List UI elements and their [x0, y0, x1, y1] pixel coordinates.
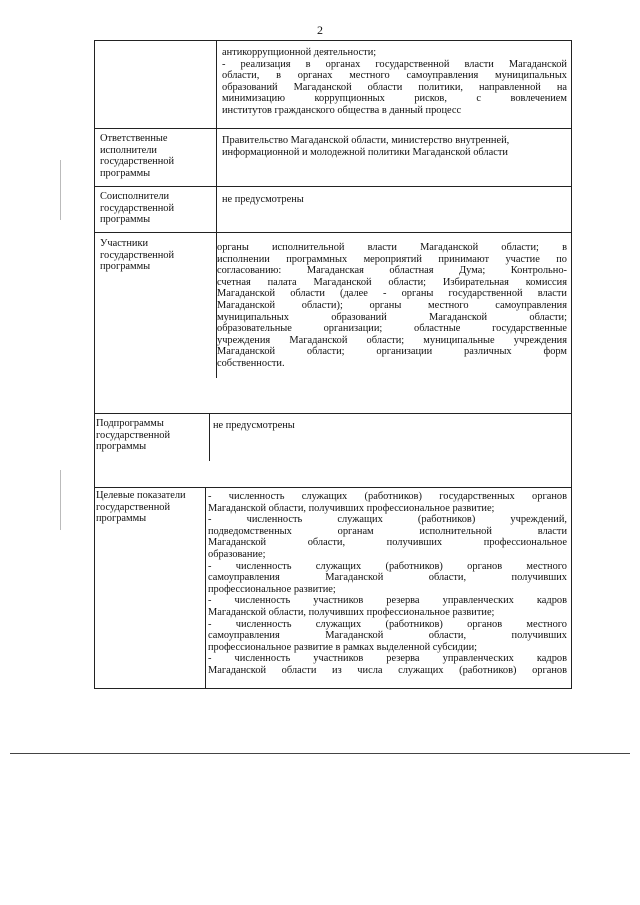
- text-line: образований Магаданской области политики, направленной на: [222, 81, 567, 93]
- row-3-content: [217, 242, 567, 370]
- text-line: Магаданской области (далее - органы государственной власти: [217, 288, 567, 300]
- text-line: - численность служащих (работников) органов местного: [208, 618, 567, 630]
- page-number: 2: [317, 23, 323, 37]
- scan-margin-mark: [60, 470, 61, 530]
- text-line: области, в органах местного самоуправления муниципальных: [222, 70, 567, 82]
- label-line: программы: [100, 261, 151, 273]
- label-line: программы: [96, 513, 147, 525]
- text-line: не предусмотрены: [213, 420, 295, 431]
- row-separator: [94, 413, 572, 414]
- scan-margin-mark: [60, 160, 61, 220]
- row-4-label: [96, 418, 208, 453]
- table-left-border: [94, 40, 95, 688]
- label-line: программы: [100, 167, 151, 179]
- text-line: Магаданской области, получивших профессиональное: [208, 537, 567, 549]
- label-line: Участники: [100, 238, 149, 249]
- text-line: образовательные организации; областные государственные: [217, 323, 567, 335]
- text-line: антикоррупционной деятельности;: [222, 47, 377, 58]
- text-line: подведомственных органам исполнительной власти: [208, 525, 567, 537]
- text-line: Магаданской области из числа служащих (работников) органов: [208, 664, 567, 676]
- row-1-label: [100, 133, 212, 179]
- label-line: Целевые показатели: [96, 490, 186, 501]
- table-top-border: [94, 40, 572, 41]
- text-line: Магаданской области, получивших профессиональное развитие;: [208, 606, 495, 618]
- text-line: - численность служащих (работников) государственных органов: [208, 491, 567, 502]
- label-line: исполнители: [100, 144, 157, 156]
- text-line: минимизацию коррупционных рисков, с вовлечением: [222, 93, 567, 105]
- row-0-content: [222, 47, 567, 117]
- text-line: - численность участников резерва управленческих кадров: [208, 595, 567, 607]
- table-right-border: [571, 40, 572, 688]
- row-1-content: [222, 135, 567, 158]
- row-2-content: [222, 194, 567, 206]
- label-line: Соисполнители: [100, 191, 170, 202]
- text-line: муниципальных образований Магаданской области;: [217, 311, 567, 323]
- column-divider: [205, 487, 206, 688]
- row-2-label: [100, 191, 212, 226]
- text-line: исполнении программных мероприятий принимают участие по: [217, 253, 567, 265]
- text-line: самоуправления Магаданской области, получивших: [208, 630, 567, 642]
- row-separator: [94, 128, 572, 129]
- text-line: счетная палата Магаданской области; Избирательная комиссия: [217, 276, 567, 288]
- text-line: профессиональное развитие в рамках выделенной субсидии;: [208, 641, 478, 653]
- text-line: учреждения Магаданской области; муниципальные учреждения: [217, 334, 567, 346]
- row-separator: [94, 232, 572, 233]
- row-5-label: [96, 490, 204, 525]
- text-line: Магаданской области); органы местного самоуправления: [217, 299, 567, 311]
- text-line: самоуправления Магаданской области, получивших: [208, 572, 567, 584]
- column-divider: [209, 413, 210, 461]
- label-line: государственной: [96, 501, 171, 513]
- text-line: - численность участников резерва управленческих кадров: [208, 653, 567, 665]
- label-line: программы: [96, 441, 147, 453]
- text-line: - реализация в органах государственной власти Магаданской: [222, 58, 567, 70]
- row-3-label: [100, 238, 212, 273]
- page-bottom-rule: [10, 753, 630, 754]
- text-line: Магаданской области; организации различных форм: [217, 346, 567, 358]
- text-line: Магаданской области, получивших профессиональное развитие;: [208, 502, 495, 514]
- text-line: образование;: [208, 548, 266, 560]
- text-line: собственности.: [217, 357, 285, 369]
- text-line: Правительство Магаданской области, министерство внутренней,: [222, 135, 510, 146]
- table-bottom-border: [94, 688, 572, 689]
- label-line: государственной: [100, 249, 175, 261]
- text-line: информационной и молодежной политики Магаданской области: [222, 146, 508, 158]
- row-separator: [94, 487, 572, 488]
- text-line: не предусмотрены: [222, 194, 304, 205]
- text-line: - численность служащих (работников) учреждений,: [208, 514, 567, 526]
- text-line: органы исполнительной власти Магаданской области; в: [217, 242, 567, 253]
- label-line: Подпрограммы: [96, 418, 164, 429]
- row-separator: [94, 186, 572, 187]
- row-5-content: [208, 491, 567, 677]
- text-line: институтов гражданского общества в данный процесс: [222, 104, 462, 116]
- label-line: государственной: [100, 202, 175, 214]
- row-4-content: [213, 420, 567, 432]
- label-line: государственной: [96, 429, 171, 441]
- text-line: - численность служащих (работников) органов местного: [208, 560, 567, 572]
- text-line: согласованию: Магаданская областная Дума; Контрольно-: [217, 265, 567, 277]
- text-line: профессиональное развитие;: [208, 583, 336, 595]
- label-line: государственной: [100, 156, 175, 168]
- label-line: Ответственные: [100, 133, 168, 144]
- label-line: программы: [100, 214, 151, 226]
